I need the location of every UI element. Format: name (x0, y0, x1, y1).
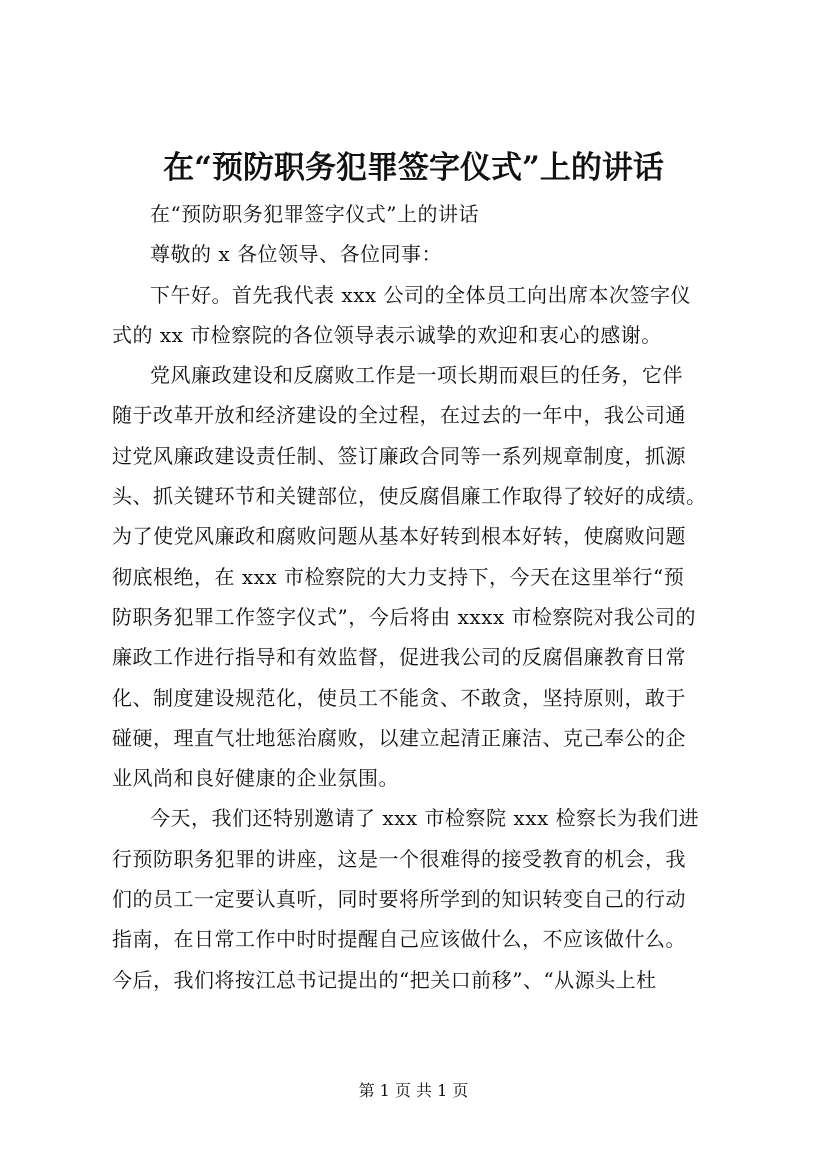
body-line: 指南，在日常工作中时时提醒自己应该做什么，不应该做什么。 (112, 927, 686, 952)
body-line: 业风尚和良好健康的企业氛围。 (112, 766, 399, 791)
document-body (112, 194, 722, 1000)
body-line: 今天，我们还特别邀请了 xxx 市检察院 xxx 检察长为我们进 (150, 806, 700, 831)
body-line: 随于改革开放和经济建设的全过程，在过去的一年中，我公司通 (112, 403, 686, 428)
body-line: 防职务犯罪工作签字仪式”，今后将由 xxxx 市检察院对我公司的 (112, 604, 697, 629)
body-line: 今后，我们将按江总书记提出的“把关口前移”、“从源头上杜 (112, 967, 657, 992)
body-line: 尊敬的 x 各位领导、各位同事： (150, 242, 442, 267)
body-line: 为了使党风廉政和腐败问题从基本好转到根本好转，使腐败问题 (112, 524, 686, 549)
body-line: 们的员工一定要认真听，同时要将所学到的知识转变自己的行动 (112, 887, 686, 912)
body-line: 碰硬，理直气壮地惩治腐败，以建立起清正廉洁、克己奉公的企 (112, 725, 686, 750)
body-line: 式的 xx 市检察院的各位领导表示诚挚的欢迎和衷心的感谢。 (112, 322, 662, 347)
body-line: 党风廉政建设和反腐败工作是一项长期而艰巨的任务，它伴 (150, 363, 683, 388)
body-line: 行预防职务犯罪的讲座，这是一个很难得的接受教育的机会，我 (112, 846, 686, 871)
body-line: 彻底根绝，在 xxx 市检察院的大力支持下，今天在这里举行“预 (112, 564, 685, 589)
body-line: 过党风廉政建设责任制、签订廉政合同等一系列规章制度，抓源 (112, 443, 686, 468)
body-line: 化、制度建设规范化，使员工不能贪、不敢贪，坚持原则，敢于 (112, 685, 686, 710)
document-title: 在“预防职务犯罪签字仪式”上的讲话 (163, 150, 664, 186)
body-line: 廉政工作进行指导和有效监督，促进我公司的反腐倡廉教育日常 (112, 645, 686, 670)
body-line: 头、抓关键环节和关键部位，使反腐倡廉工作取得了较好的成绩。 (112, 484, 707, 509)
page-footer: 第 1 页 共 1 页 (358, 1081, 469, 1100)
body-line: 在“预防职务犯罪签字仪式”上的讲话 (150, 202, 479, 226)
body-line: 下午好。首先我代表 xxx 公司的全体员工向出席本次签字仪 (150, 282, 692, 307)
